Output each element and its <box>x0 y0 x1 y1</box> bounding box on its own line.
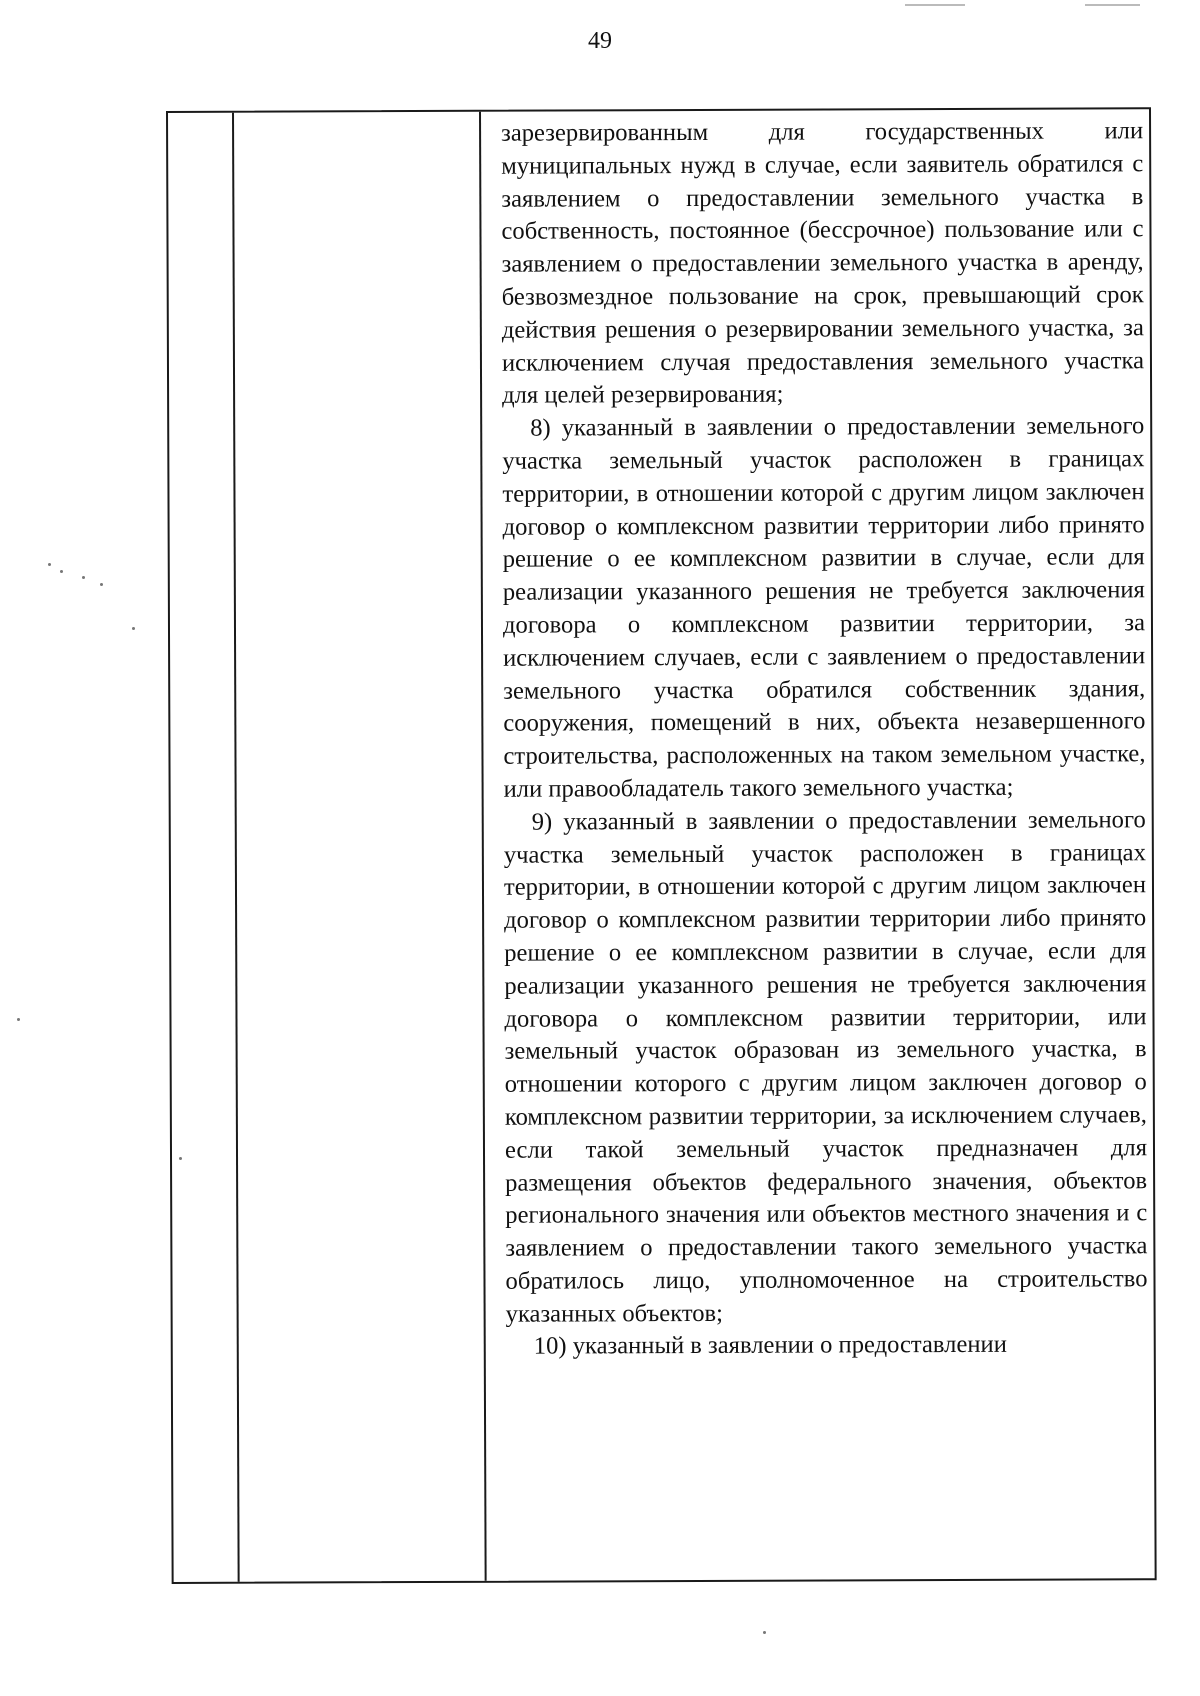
paragraph-item-10: 10) указанный в заявлении о предоставлении <box>533 1331 1007 1361</box>
scan-artifact <box>905 4 965 6</box>
paragraph-item-9: 9) указанный в заявлении о предоставлении земельного участка земельный участок расположен в границах территории, в отношении которой с другим лицом заключен договор о комплексном развитии территории либо принято решение о ее комплексном развитии в случае, если для реализации указанного решения не требуется заключения договора о комплексном развитии территории, или земельный участок образован из земельного участка, в отношении которого с другим лицом заключен договор о комплексном развитии территории, за исключением случаев, если такой земельный участок предназначен для размещения объектов федерального значения, объектов регионального значения или объектов местного значения и с заявлением о предоставлении такого земельного участка обратилось лицо, уполномоченное на строительство указанных объектов; <box>503 805 1148 1328</box>
table-cell-name <box>234 112 487 1582</box>
scan-artifact <box>1085 4 1140 6</box>
table-cell-content <box>481 109 1155 1581</box>
paragraph-continuation: зарезервированным для государственных или муниципальных нужд в случае, если заявитель обратился с заявлением о предоставлении земельного участка в собственность, постоянное (бессрочное) пользование или с заявлением о предоставлении земельного участка в аренду, безвозмездное пользование на срок, превышающий срок действия решения о резервировании земельного участка, за исключением случая предоставления земельного участка для целей резервирования; <box>501 117 1145 410</box>
document-table <box>166 107 1157 1584</box>
scan-speck <box>82 576 85 579</box>
paragraph-item-8: 8) указанный в заявлении о предоставлении земельного участка земельный участок расположен в границах территории, в отношении которой с другим лицом заключен договор о комплексном развитии территории либо принято решение о ее комплексном развитии в случае, если для реализации указанного решения не требуется заключения договора о комплексном развитии территории, за исключением случаев, если с заявлением о предоставлении земельного участка обратился собственник здания, сооружения, помещений в них, объекта незавершенного строительства, расположенных на таком земельном участке, или правообладатель такого земельного участка; <box>502 412 1146 803</box>
scan-speck <box>179 1157 182 1160</box>
scan-speck <box>60 570 63 573</box>
page-number: 49 <box>588 28 612 54</box>
scan-speck <box>17 1018 20 1021</box>
scan-speck <box>100 583 103 586</box>
scan-speck <box>48 563 51 566</box>
scan-speck <box>132 627 135 630</box>
scan-speck <box>763 1631 766 1634</box>
table-cell-number <box>168 113 240 1582</box>
